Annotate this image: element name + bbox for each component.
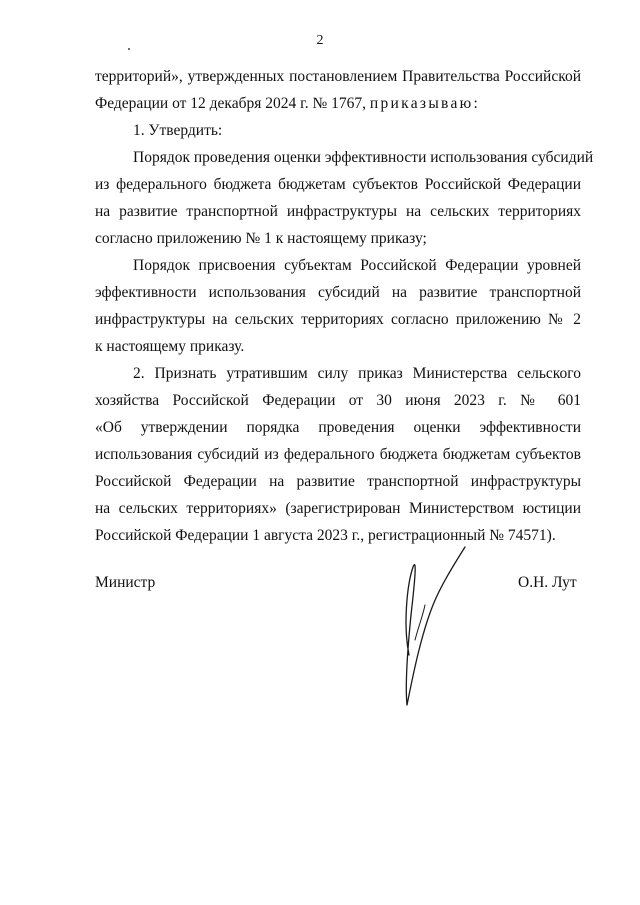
paragraph-line: инфраструктуры на сельских территориях согласно приложению № 2 [95,311,581,328]
paragraph-line: использования субсидий из федерального бюджета бюджетам субъектов [95,446,581,463]
paragraph-line: Российской Федерации 1 августа 2023 г., регистрационный № 74571). [95,527,556,544]
paragraph-line: Российской Федерации на развитие транспортной инфраструктуры [95,473,581,490]
paragraph-line: эффективности использования субсидий на развитие транспортной [95,284,581,301]
paragraph-line: на сельских территориях» (зарегистрирован Министерством юстиции [95,500,581,517]
paragraph-line: к настоящему приказу. [95,338,245,355]
paragraph-line: «Об утверждении порядка проведения оценки эффективности [95,419,581,436]
paragraph-text: Федерации от 12 декабря 2024 г. № 1767, [95,95,370,112]
page-number: 2 [316,33,324,48]
paragraph-line: из федерального бюджета бюджетам субъектов Российской Федерации [95,176,581,193]
paragraph-line: Порядок проведения оценки эффективности использования субсидий [133,149,594,166]
item-1-heading: 1. Утвердить: [133,122,223,139]
paragraph-line: на развитие транспортной инфраструктуры на сельских территориях [95,203,581,220]
order-keyword: приказываю: [369,95,481,112]
paragraph-line: территорий», утвержденных постановлением Правительства Российской [95,68,581,85]
signatory-name: О.Н. Лут [518,574,577,591]
paragraph-line: Порядок присвоения субъектам Российской Федерации уровней [133,257,581,274]
handwritten-signature [395,545,475,710]
paragraph-line: хозяйства Российской Федерации от 30 июня 2023 г. № 601 [95,392,581,409]
paragraph-line: согласно приложению № 1 к настоящему приказу; [95,230,427,247]
paragraph-line [95,94,480,114]
paragraph-line: 2. Признать утратившим силу приказ Министерства сельского [133,365,581,382]
signatory-role: Министр [95,574,156,591]
